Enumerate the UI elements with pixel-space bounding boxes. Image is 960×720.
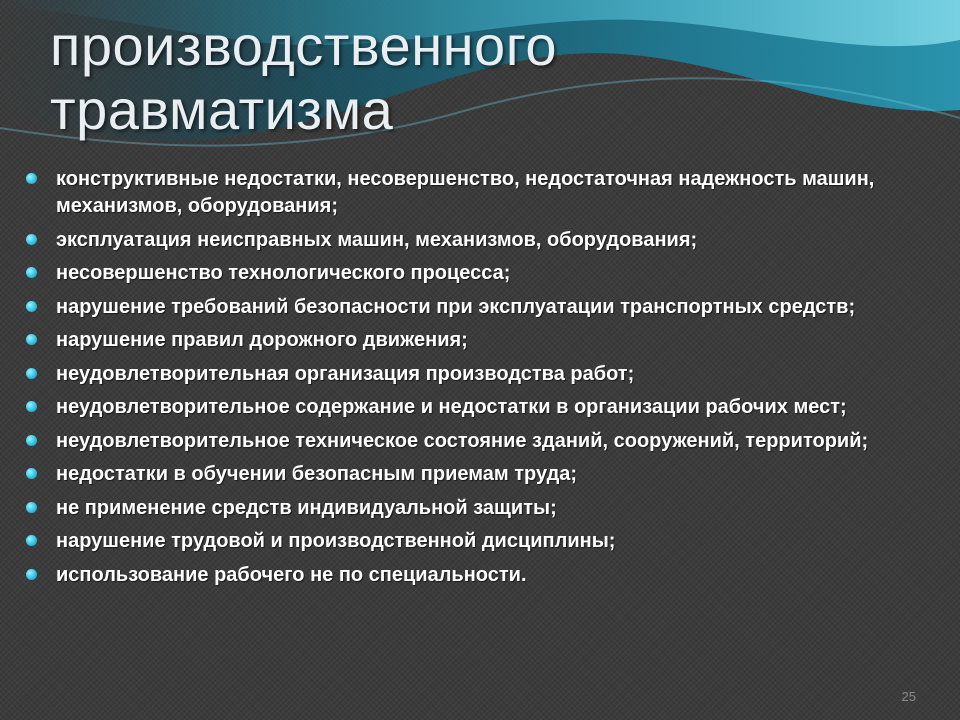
list-item [24,562,924,589]
list-item [24,428,924,455]
list-item [24,495,924,522]
list-item [24,461,924,488]
round-bullet-icon [26,234,37,245]
round-bullet-icon [26,502,37,513]
list-item [24,227,924,254]
list-item-text: недостатки в обучении безопасным приемам труда; [56,463,578,485]
list-item-text: нарушение правил дорожного движения; [56,329,468,351]
round-bullet-icon [26,173,37,184]
slide-title-line-1: производственного [50,14,558,77]
round-bullet-icon [26,435,37,446]
round-bullet-icon [26,368,37,379]
round-bullet-icon [26,401,37,412]
round-bullet-icon [26,334,37,345]
list-item [24,361,924,388]
list-item-text: несовершенство технологического процесса; [56,262,511,284]
list-item-text: использование рабочего не по специальности. [56,563,527,586]
slide-page-number: 25 [901,689,916,704]
slide-title-line-2: травматизма [50,78,394,141]
list-item [24,294,924,321]
list-item [24,327,924,354]
causes-list [24,166,924,595]
list-item [24,394,924,421]
round-bullet-icon [26,535,37,546]
list-item-text: конструктивные недостатки, несовершенство, недостаточная надежность машин, механизмов, оборудования; [56,168,875,217]
list-item [24,528,924,555]
round-bullet-icon [26,267,37,278]
list-item-text: неудовлетворительное техническое состояние зданий, сооружений, территорий; [56,429,869,452]
round-bullet-icon [26,569,37,580]
list-item [24,260,924,287]
round-bullet-icon [26,301,37,312]
list-item [24,166,924,220]
slide-title [50,14,930,142]
round-bullet-icon [26,468,37,479]
list-item-text: неудовлетворительная организация производства работ; [56,362,635,385]
list-item-text: неудовлетворительное содержание и недостатки в организации рабочих мест; [56,396,847,418]
list-item-text: нарушение трудовой и производственной дисциплины; [56,530,616,552]
list-item-text: не применение средств индивидуальной защиты; [56,496,557,519]
list-item-text: нарушение требований безопасности при эксплуатации транспортных средств; [56,295,856,318]
list-item-text: эксплуатация неисправных машин, механизмов, оборудования; [56,228,698,251]
